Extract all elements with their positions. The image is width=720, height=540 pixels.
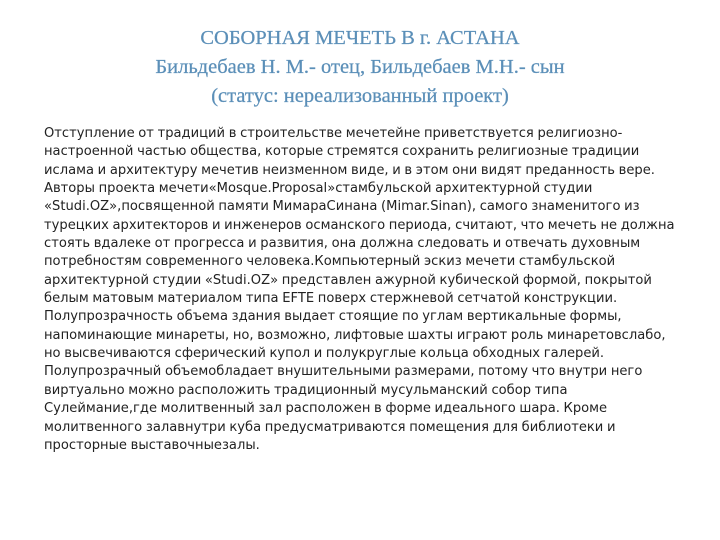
body-paragraph: Отступление от традиций в строительстве мечетейне приветствуется религиозно-настроенной частью общества, которые стремятся сохранить религиозные традиции ислама и архитектуру мечетив неизменном виде, и в этом они видят преданность вере. Авторы проекта мечети«Mosque.Proposal»стамбульской архитектурной студии «Studi.OZ»,посвященной памяти МимараСинана (Mimar.Sinan), самого знаменитого из турецких архитекторов и инженеров османского периода, считают, что мечеть не должна стоять вдалеке от прогресса и развития, она должна следовать и отвечать духовным потребностям современного человека.Компьютерный эскиз мечети стамбульской архитектурной студии «Studi.OZ» представлен ажурной кубической формой, покрытой белым матовым материалом типа EFTE поверх стержневой сетчатой конструкции. Полупрозрачность объема здания выдает стоящие по углам вертикальные формы, напоминающие минареты, но, возможно, лифтовые шахты играют роль минаретовслабо, но высвечиваются сферический купол и полукруглые кольца обходных галерей. Полупрозрачный объемобладает внушительными размерами, потому что внутри него виртуально можно расположить традиционный мусульманский собор типа Сулеймание,где молитвенный зал расположен в форме идеального шара. Кроме молитвенного залавнутри куба предусматриваются помещения для библиотеки и просторные выставочныезалы. — [44, 126, 675, 453]
slide-title — [60, 24, 660, 111]
title-line-mosque: СОБОРНАЯ МЕЧЕТЬ В г. АСТАНА — [200, 27, 520, 49]
title-line-authors: Бильдебаев Н. М.- отец, Бильдебаев М.Н.- сын — [155, 56, 565, 78]
title-line-status: (статус: нереализованный проект) — [211, 85, 509, 107]
